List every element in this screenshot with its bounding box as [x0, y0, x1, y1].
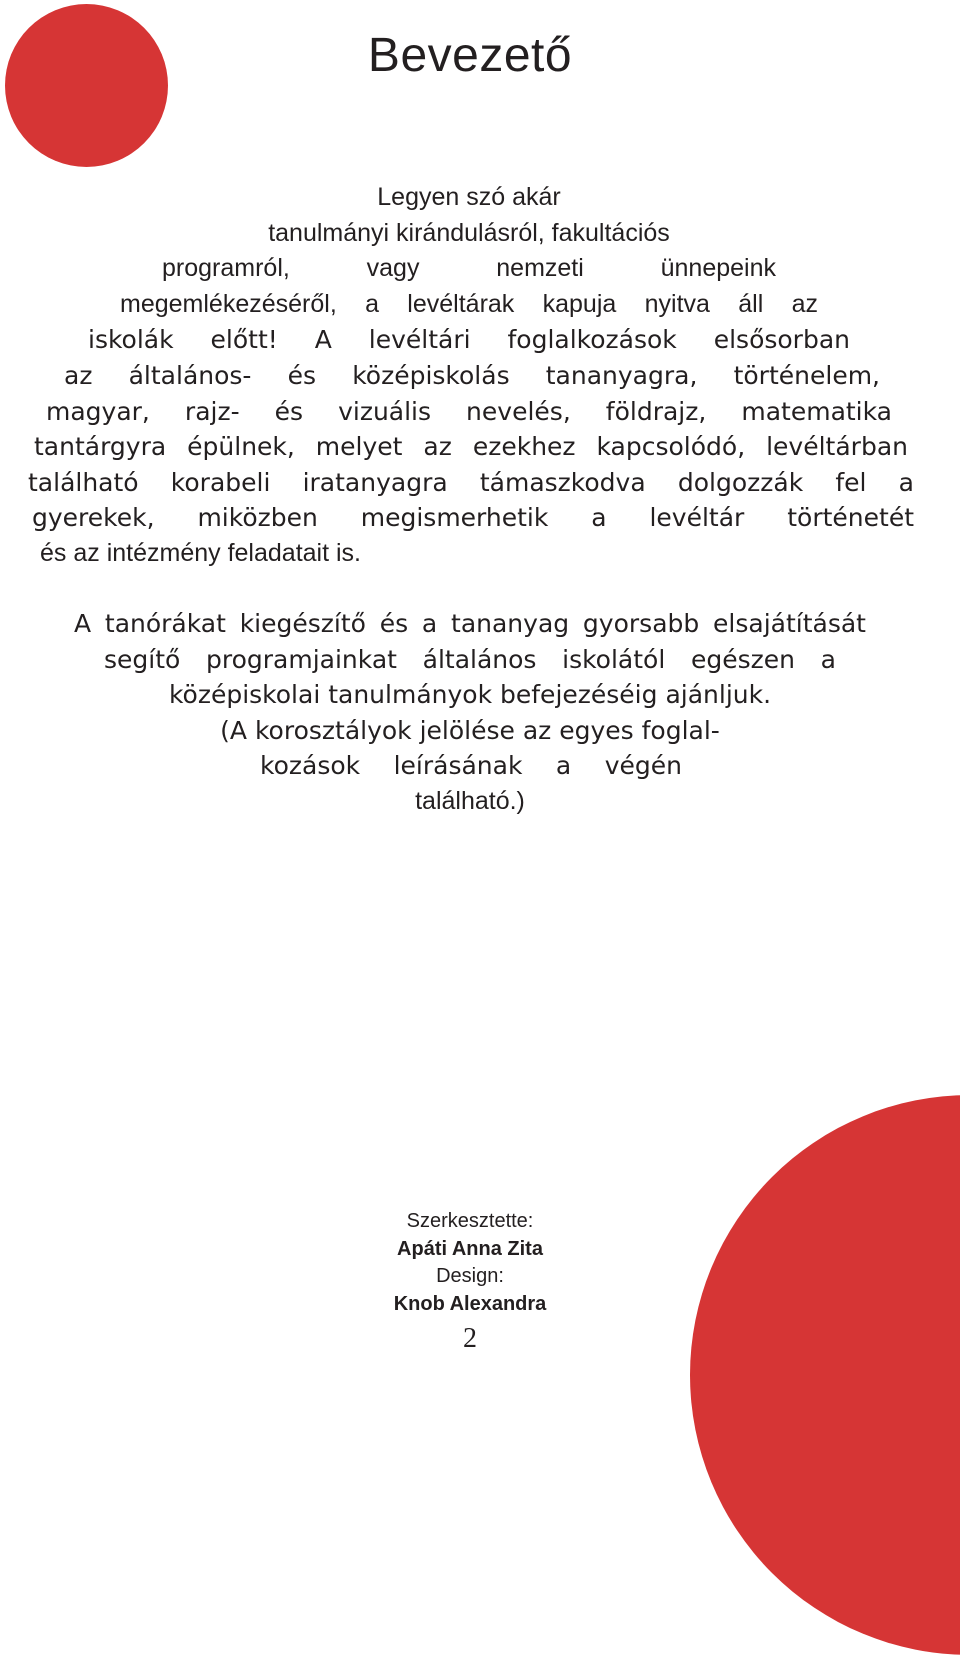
programs-line: kozások leírásának a végén — [260, 751, 682, 781]
programs-line: A tanórákat kiegészítő és a tananyag gyorsabb elsajátítását — [74, 609, 866, 638]
page-number: 2 — [463, 1323, 477, 1354]
intro-line: iskolák előtt! A levéltári foglalkozások elsősorban — [88, 325, 850, 355]
intro-line: programról, vagy nemzeti ünnepeink — [162, 254, 776, 283]
intro-line: és az intézmény feladatait is. — [40, 538, 361, 567]
intro-line: Legyen szó akár — [377, 183, 561, 211]
editor-name: Apáti Anna Zita — [397, 1237, 543, 1260]
intro-line: megemlékezéséről, a levéltárak kapuja nyitva áll az — [120, 289, 818, 318]
editor-label: Szerkesztette: — [406, 1210, 534, 1232]
intro-line: található korabeli iratanyagra támaszkodva dolgozzák fel a — [28, 467, 914, 497]
programs-line: segítő programjainkat általános iskolától egészen a — [104, 644, 836, 674]
intro-paragraph — [24, 180, 914, 572]
intro-line: tanulmányi kirándulásról, fakultációs — [268, 218, 670, 247]
intro-line: tantárgyra épülnek, melyet az ezekhez kapcsolódó, levéltárban — [34, 432, 908, 462]
decorative-circle-bottom-right — [690, 1095, 960, 1655]
page-title: Bevezető — [367, 29, 573, 82]
intro-line: az általános- és középiskolás tananyagra, történelem, — [64, 360, 880, 390]
programs-paragraph — [60, 606, 880, 820]
programs-line: található.) — [415, 786, 525, 815]
programs-line: (A korosztályok jelölése az egyes foglal- — [220, 715, 720, 745]
programs-line: középiskolai tanulmányok befejezéséig ajánljuk. — [168, 680, 772, 710]
credits — [370, 1208, 570, 1318]
intro-line: magyar, rajz- és vizuális nevelés, földrajz, matematika — [46, 396, 892, 426]
design-label: Design: — [436, 1265, 504, 1287]
intro-line: gyerekek, miközben megismerhetik a levéltár történetét — [32, 503, 914, 533]
designer-name: Knob Alexandra — [393, 1292, 547, 1315]
